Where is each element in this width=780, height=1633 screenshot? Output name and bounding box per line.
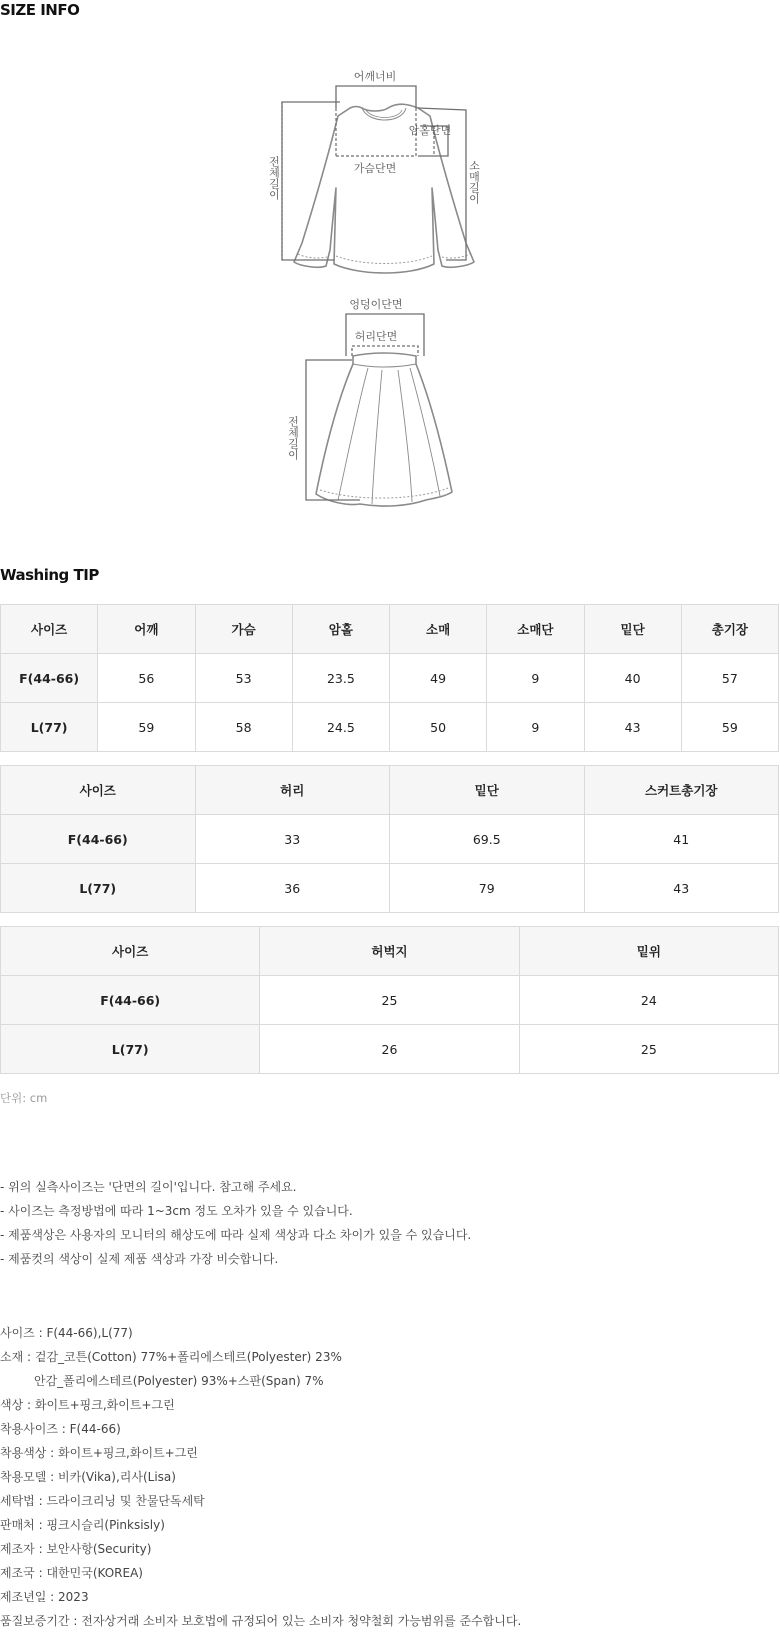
table-cell: 59 (98, 703, 195, 752)
info-size: 사이즈 : F(44-66),L(77) (0, 1326, 133, 1340)
shoulder-label: 어깨너비 (353, 70, 397, 83)
table-header: 밑단 (390, 766, 585, 815)
skirt-size-table (0, 765, 779, 913)
table-cell: 69.5 (390, 815, 585, 864)
size-cell: L(77) (1, 703, 98, 752)
skirt-total-length-label: 전체길이 (286, 416, 300, 460)
table-row (1, 864, 779, 913)
chest-label: 가슴단면 (353, 162, 397, 175)
table-header: 어깨 (98, 605, 195, 654)
table-cell: 9 (487, 703, 584, 752)
table-header: 소매단 (487, 605, 584, 654)
table-cell: 56 (98, 654, 195, 703)
hip-label: 엉덩이단면 (349, 298, 403, 311)
washing-tip-title: Washing TIP (0, 566, 99, 584)
info-warranty: 품질보증기간 : 전자상거래 소비자 보호법에 규정되어 있는 소비자 청약철회 가능범위를 준수합니다. (0, 1614, 522, 1628)
sleeve-length-label: 소매길이 (467, 160, 481, 204)
shorts-size-table (0, 926, 779, 1074)
info-country: 제조국 : 대한민국(KOREA) (0, 1566, 143, 1580)
table-header: 사이즈 (1, 927, 260, 976)
size-notes (0, 1175, 471, 1271)
skirt-diagram (288, 294, 458, 514)
armhole-label: 암홀단면 (408, 124, 452, 137)
table-header: 총기장 (681, 605, 778, 654)
table-cell: 23.5 (292, 654, 389, 703)
table-header: 가슴 (195, 605, 292, 654)
total-length-label: 전체길이 (267, 156, 281, 200)
table-row (1, 654, 779, 703)
product-info (0, 1321, 521, 1633)
table-cell: 41 (584, 815, 779, 864)
table-cell: 43 (584, 864, 779, 913)
table-row (1, 703, 779, 752)
table-cell: 40 (584, 654, 681, 703)
size-cell: L(77) (1, 1025, 260, 1074)
table-cell: 24.5 (292, 703, 389, 752)
table-row (1, 976, 779, 1025)
table-cell: 25 (260, 976, 519, 1025)
info-wear-size: 착용사이즈 : F(44-66) (0, 1422, 121, 1436)
note-line: - 제품색상은 사용자의 모니터의 해상도에 따라 실제 색상과 다소 차이가 있을 수 있습니다. (0, 1228, 472, 1242)
info-material-outer: 소재 : 겉감_코튼(Cotton) 77%+폴리에스테르(Polyester) 23% (0, 1350, 342, 1364)
table-header: 밑단 (584, 605, 681, 654)
note-line: - 사이즈는 측정방법에 따라 1~3cm 정도 오차가 있을 수 있습니다. (0, 1204, 353, 1218)
table-header: 소매 (390, 605, 487, 654)
table-header: 사이즈 (1, 605, 98, 654)
info-material-inner: 안감_폴리에스테르(Polyester) 93%+스판(Span) 7% (34, 1374, 324, 1388)
table-cell: 50 (390, 703, 487, 752)
table-row (1, 815, 779, 864)
table-cell: 25 (519, 1025, 778, 1074)
size-info-title: SIZE INFO (0, 1, 80, 19)
table-header: 사이즈 (1, 766, 196, 815)
note-line: - 위의 실측사이즈는 '단면의 길이'입니다. 참고해 주세요. (0, 1180, 297, 1194)
info-seller: 판매처 : 핑크시슬리(Pinksisly) (0, 1518, 165, 1532)
info-color: 색상 : 화이트+핑크,화이트+그린 (0, 1398, 175, 1412)
note-line: - 제품컷의 색상이 실제 제품 색상과 가장 비슷합니다. (0, 1252, 279, 1266)
table-header: 스커트총기장 (584, 766, 779, 815)
table-cell: 33 (195, 815, 390, 864)
table-cell: 26 (260, 1025, 519, 1074)
table-cell: 79 (390, 864, 585, 913)
skirt-outline (316, 353, 452, 506)
info-maker: 제조자 : 보안사항(Security) (0, 1542, 152, 1556)
info-models: 착용모델 : 비카(Vika),리사(Lisa) (0, 1470, 176, 1484)
table-cell: 59 (681, 703, 778, 752)
table-cell: 43 (584, 703, 681, 752)
table-cell: 24 (519, 976, 778, 1025)
table-cell: 36 (195, 864, 390, 913)
table-cell: 58 (195, 703, 292, 752)
table-cell: 9 (487, 654, 584, 703)
table-cell: 53 (195, 654, 292, 703)
table-cell: 57 (681, 654, 778, 703)
table-row (1, 1025, 779, 1074)
info-year: 제조년일 : 2023 (0, 1590, 89, 1604)
unit-label: 단위: cm (0, 1091, 48, 1105)
table-header: 암홀 (292, 605, 389, 654)
table-header: 허리 (195, 766, 390, 815)
table-header: 밑위 (519, 927, 778, 976)
size-cell: F(44-66) (1, 815, 196, 864)
size-cell: F(44-66) (1, 976, 260, 1025)
top-size-table (0, 604, 779, 752)
waist-label: 허리단면 (354, 330, 398, 343)
table-cell: 49 (390, 654, 487, 703)
info-washing: 세탁법 : 드라이크리닝 및 찬물단독세탁 (0, 1494, 205, 1508)
size-cell: L(77) (1, 864, 196, 913)
top-garment-diagram (267, 68, 490, 280)
table-header: 허벅지 (260, 927, 519, 976)
size-cell: F(44-66) (1, 654, 98, 703)
info-wear-color: 착용색상 : 화이트+핑크,화이트+그린 (0, 1446, 198, 1460)
